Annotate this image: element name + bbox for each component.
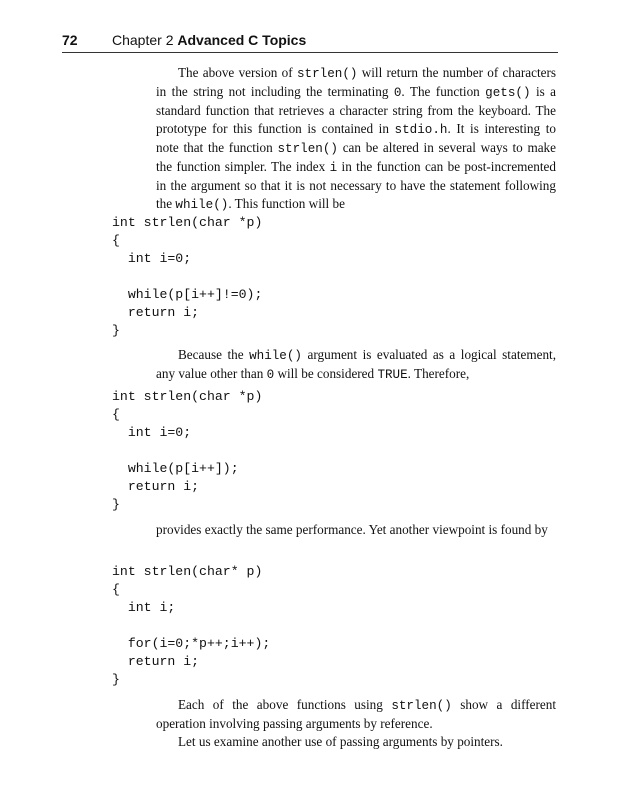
chapter-label: Chapter 2 (112, 32, 174, 48)
paragraph-4: Each of the above functions using strlen() show a different operation involving passing arguments by reference. (156, 697, 556, 731)
page-number: 72 (62, 32, 78, 48)
code-block-1: int strlen(char *p) { int i=0; while(p[i++]!=0); return i; } (112, 215, 263, 338)
code-block-2: int strlen(char *p) { int i=0; while(p[i++]); return i; } (112, 389, 263, 512)
running-head (112, 32, 306, 48)
chapter-title: Advanced C Topics (177, 32, 307, 48)
paragraph-5: Let us examine another use of passing arguments by pointers. (178, 734, 503, 749)
page-header (62, 30, 558, 53)
paragraph-2: Because the while() argument is evaluated as a logical statement, any value other than 0 will be considered TRUE. Therefore, (156, 347, 557, 382)
code-block-3: int strlen(char* p) { int i; for(i=0;*p++;i++); return i; } (112, 564, 271, 687)
paragraph-3: provides exactly the same performance. Yet another viewpoint is found by (156, 522, 548, 537)
paragraph-1: The above version of strlen() will return the number of characters in the string not including the terminating 0. The function gets() is a standard function that retrieves a character string from the keyboard. The prototype for this function is contained in stdio.h. It is interesting to note that the function strlen() can be altered in several ways to make the function simpler. The index i in the function can be post-incremented in the argument so that it is not necessary to have the statement following the while(). This function will be (156, 65, 557, 212)
